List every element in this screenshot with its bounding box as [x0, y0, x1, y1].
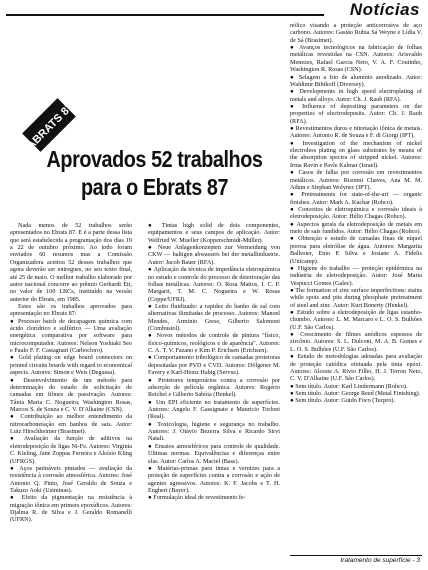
paper-entry: ● Matérias-primas para tintas e vernizes para a proteção de superfícies contra a corrosão e ação de agentes agressivos. Autores: K. F. Jacobs e T. H. Enghert (Bayer). [148, 464, 280, 494]
paper-entry: ● Selagem a frio de alumínio anodizado. Autor: Waldimir Bibikoff (Diversey). [290, 73, 422, 88]
paper-entry: ● Protetores temporários contra a corrosão por adsorção de película orgânica. Autores: Rogério Reichel e Gilberto Sabóia (Henkel). [148, 376, 280, 399]
paper-entry: ● Comportamento tribológico de camadas protetoras depositadas por PVD e CVD. Autores: Dölgener M. Favery e Karl-Heinz Habig (Servus). [148, 354, 280, 377]
paper-entry: ● Efeito da pigmentação na resistência à migração iônica em primers epoxídicos. Autores: Djalma R. de Silva e J. Geraldo Romanelli (UFRN). [10, 494, 132, 524]
paper-entry: ● Ensaios atmosféricos para controle de qualidade. Ultimas normas. Equivalências e diferenças entre elas. Autor: Carlos A. Maciel (Bass). [148, 442, 280, 465]
paper-entry: ● Gold plating on edge board connectors on printed circuits boards with regard to economical aspects. Autores: Simon e Weis (Degussa). [10, 354, 132, 377]
paper-entry: ● Aços patináveis pintados — avaliação da resistência à corrosão atmosférica. Autores: José Antonio Q. Pinto, José Geraldo de Souza e Takuzo Aoki (Usiminas). [10, 464, 132, 494]
paper-entry: ● Obtenção e estudo de camadas finas de níquel porosa para eletrólise de água. Autores: Margarita Ballester, Enio P. Silva e Josiane A. Fidelis (Unicamp). [290, 235, 422, 265]
footer-rule [290, 555, 422, 556]
paper-entry: ● Sem título. Autor: George Reed (Metal Finishing). [290, 389, 421, 397]
paper-entry: ● Neue Anlagenkonzepten zur Vermeidung von CKW — haltigen abwassers bei der metallindustrie. Autor: Jacob Bauer (RFA). [148, 244, 280, 266]
paper-entry: ● Desenvolvimento de um método para determinação do estado de solicitação de camadas em filmes de passivação. Autores: Tânia Maria C. Nogueira; Washington Rosas, Marcos S. de Souza e C. V. D'Alkaine (CSN). [10, 376, 132, 413]
paper-entry: ● Sem título. Autor: Guido Foco (Tecpro). [290, 397, 396, 405]
paper-entry: ● Toxicologia, higiene e segurança no trabalho. Autores: J. Otávio Bezerra Silva e Ricardo Sirvi Natali. [148, 420, 280, 443]
header-rule [6, 14, 324, 16]
article-paragraph: Estes são os trabalhos aprovados para apresentação no Ebrats 87: [10, 302, 132, 318]
paper-entry: ● Contribuição ao melhor entendimento da nitrocarbonetação em banhos de sais. Autor: Luiz Hirschheimer (Brasimet). [10, 413, 132, 436]
paper-entry: ● Estudo de metodologias adotadas para avaliação de proteção catódica efetuada pela tinta epóxi. Autores: Alceste A. Rivio Filho, H. J. Terron Neto, C. V. D'Alkaine (U.F. São Carlos). [290, 353, 422, 383]
paper-entry: ● Sem título. Autor: Karl Lindermann (Rohco). [290, 382, 408, 390]
paper-entry: nólico visando a proteção anticorrosiva de aço carbono. Autores: Gastão Rubia Sá Weyne e Lídia V. de Sá (Brasimet). [290, 22, 422, 44]
paper-entry: ● Influence of depositing parameters on the properties of electrodeposits. Autor: Ch. J. Raub (RFA). [290, 102, 422, 125]
section-title: Notícias [349, 0, 420, 19]
paper-entry: ● Conceitos de eletroquímica e corrosão ideais à eletrodeposição. Autor: Hélio Chagas (Rohco). [290, 205, 422, 221]
paper-entry: ● Estudo sobre a eletrodeposição de ligas estanho-chumbo. Autores: L. M. Marcaro e L. O. S. Bulhões (U.F. São Carlos). [290, 309, 422, 331]
paper-entry: ● Um EPI eficiente no tratamento de superfícies. Autores: Angelo F. Gassignato e Mauricio Torloni (Real). [148, 398, 280, 421]
badge-text: ABRATS 87 [24, 100, 76, 152]
paper-entry: ● Casos de falha por corrosão em revestimentos metálicos. Autores: Risonni Chaves, Ana M. M. Adum e Stephan Wolynec (IPT). [290, 169, 422, 191]
paper-entry: ● Investigation of the mechanism of nickel electroless plating on glass substrates by means of the absorption spectra of stripped nickel. Autores: Irma Ravin e Pavle Kalmar (Israel). [290, 139, 422, 169]
paper-entry: ● Crescimento de filmes anódicos espessos de zircônio. Autores: S. L. Dulconi, M. A. B. Gomes e L. O. S. Bulhões (U.F. São Carlos). [290, 331, 422, 353]
paper-entry: ● Formulação ideal de revestimento fe- [148, 494, 246, 502]
article-column-1 [10, 222, 132, 524]
paper-entry: ● Aspectos gerais da eletrodeposição de metais em meio de sais fundidos. Autor: Hélio Chagas (Rohco). [290, 220, 422, 236]
paper-entry: ● Aplicação da técnica de impedância eletroquímica no estudo e controle do processo de deterioração das folhas metálicas. Autores: O. Rosa Mattos, I. C. P. Margarit, T. M. C. Nogueira e W. Rosas (Coppe/UFRJ). [148, 266, 280, 303]
paper-entry: ● The formation of zinc surface imperfections: stains while spots and pits during phosphate pretreatment of steel and zinc. Autor: Kurt Bonerty (Henkel). [290, 286, 422, 309]
paper-entry: ● Tintas high solid de dois componentes, equipamentos e seus campos de aplicação. Autor: Welfried W. Mueller (Kopperschmidt-Müller). [148, 222, 280, 244]
paper-entry: ● Pretreatments for state-of-the-art — organic finishes. Autor: Mark A. Kuchar (Rohco). [290, 191, 422, 206]
headline-line-2: para o Ebrats 87 [80, 174, 229, 200]
paper-entry: ● Avanços tecnológicos na fabricação de folhas metálicas revestidas na CSN. Autores: Arisvaldo Menezes, Rafael Garcia Neto, V. A. F. Coutinho, Washington R. Rosas (CSN). [290, 44, 422, 74]
article-column-2 [148, 222, 280, 502]
paper-entry: ● Revestimentos duros e nitretação iônica de metais. Autores: Antonio R. de Souza e F. di Giorgi (IPT). [290, 125, 422, 140]
paper-entry: ● Developments in high speed electroplating of metals and alloys. Autor: Ch. J. Raub (RFA). [290, 88, 422, 103]
page-footer: tratamento de superfície - 3 [340, 557, 420, 564]
paper-entry: ● Novos métodos de controle de pintura "físico, físico-químicos, reológicos e de aparência". Autores: C. A. T. V. Fazano e Kim P. Erichsen (Erichsen). [148, 332, 280, 355]
paper-entry: ● Higiene do trabalho — proteção epidérmica na indústria de eletrodeposição. Autor: José Maria Vespucci Gomes (Galec). [290, 264, 422, 287]
article-paragraph: Nada menos de 52 trabalhos serão apresentados no Ebrats 87. E é a parte dessa lista que será estabelecida a programação dos dias 19 a 22 de outubro próximo. Ao todo foram enviados 60 resumos mas a Comissão Organizadora aceitou 52 desses trabalhos que agora deverão ser entregues, no seu texto final, até 25 de maio. O melhor trabalho elaborado por autor nacional concorre ao prêmio Gerhardt Ett, no valor de 100 LBCs, instituído na versão anterior do Ebrats, em 1985. [10, 222, 132, 303]
paper-entry: ● Avaliação da função de aditivos na eletrodeposição de ligas Ni-Fe. Autores: Virginia C. Kieling, Jane Zoppas Ferreira e Aloísio Kling (UFRGS). [10, 435, 132, 465]
paper-entry: ● Processo batch de decapagem química com ácido clorídrico e sulfúrico — Uma avaliação energética comparativa por software para microcomputador. Autores: Nelson Yoshiaki Seo e Paulo F. F. Castagnari (Carbocloro). [10, 317, 132, 355]
article-column-3 [290, 22, 422, 405]
paper-entry: ● Leito fluidizado: a rapidez do banho de sal com alternativas ilimitadas de processo. Autores: Manoel Mendes, Arminio Grese, Gilberto Salomoni (Combustol). [148, 302, 280, 333]
headline-line-1: Aprovados 52 trabalhos [46, 146, 263, 172]
